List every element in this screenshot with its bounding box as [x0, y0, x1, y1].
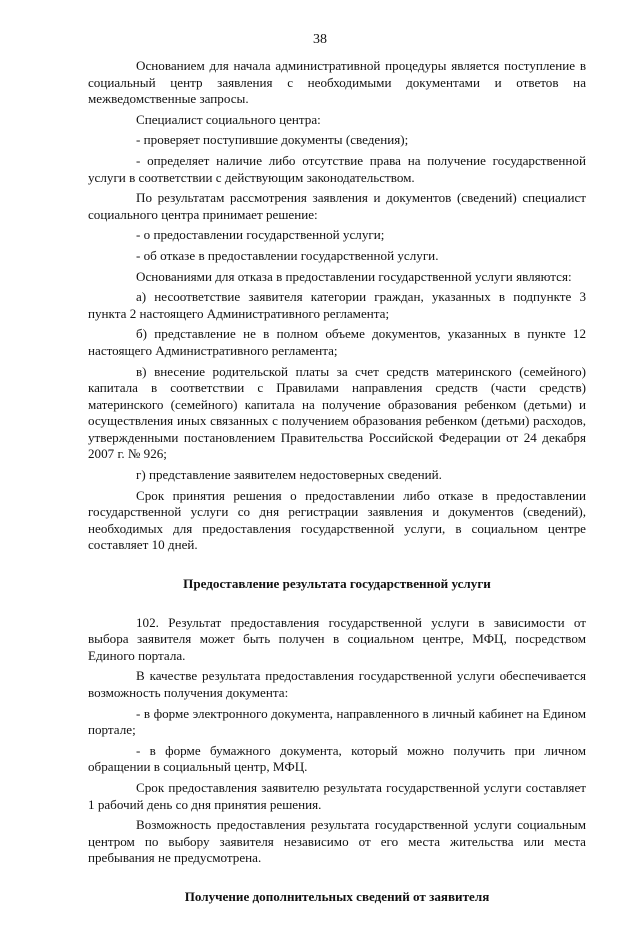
paragraph: По результатам рассмотрения заявления и документов (сведений) специалист социального центра принимает решение: [88, 190, 586, 222]
section-heading: Получение дополнительных сведений от заявителя [184, 888, 490, 904]
paragraph: 102. Результат предоставления государственной услуги в зависимости от выбора заявителя может быть получен в социальном центре, МФЦ, посредством Единого портала. [88, 614, 586, 663]
list-item: а) несоответствие заявителя категории граждан, указанных в подпункте 3 пункта 2 настоящего Административного регламента; [88, 289, 586, 321]
list-item: г) представление заявителем недостоверных сведений. [136, 467, 442, 483]
document-body [88, 58, 586, 928]
list-item: - об отказе в предоставлении государственной услуги. [136, 247, 439, 263]
section-heading: Предоставление результата государственной услуги [183, 576, 491, 592]
list-item: - определяет наличие либо отсутствие права на получение государственной услуги в соответствии с действующим законодательством. [88, 152, 586, 185]
list-item: б) представление не в полном объеме документов, указанных в пункте 12 настоящего Административного регламента; [88, 326, 586, 358]
list-item: - в форме электронного документа, направленного в личный кабинет на Едином портале; [88, 705, 586, 738]
page-number: 38 [313, 32, 327, 47]
paragraph: Срок принятия решения о предоставлении либо отказе в предоставлении государственной услуги со дня регистрации заявления и документов (сведений), необходимых для предоставления государственной услуги, в социальном центре составляет 10 дней. [88, 487, 586, 553]
paragraph: Специалист социального центра: [136, 111, 321, 127]
paragraph: Срок предоставления заявителю результата государственной услуги составляет 1 рабочий день со дня принятия решения. [88, 779, 586, 812]
paragraph: Возможность предоставления результата государственной услуги социальным центром по выбору заявителя независимо от его места жительства или места пребывания не предусмотрена. [88, 817, 586, 866]
paragraph: В качестве результата предоставления государственной услуги обеспечивается возможность получения документа: [88, 668, 586, 700]
paragraph: Основаниями для отказа в предоставлении государственной услуги являются: [136, 268, 572, 284]
list-item: - о предоставлении государственной услуги; [136, 227, 385, 243]
list-item: - проверяет поступившие документы (сведения); [136, 132, 409, 148]
list-item: - в форме бумажного документа, который можно получить при личном обращении в социальный центр, МФЦ. [88, 742, 586, 775]
list-item: в) внесение родительской платы за счет средств материнского (семейного) капитала в соответствии с Правилами направления средств (части средств) материнского (семейного) капитала на получение образования ребенком (детьми) и осуществления иных связанных с получением образования ребенком (детьми) расходов, утвержденными постановлением Правительства Российской Федерации от 24 декабря 2007 г. № 926; [88, 363, 586, 462]
paragraph: Основанием для начала административной процедуры является поступление в социальный центр заявления с необходимыми документами и ответов на межведомственные запросы. [88, 58, 586, 107]
